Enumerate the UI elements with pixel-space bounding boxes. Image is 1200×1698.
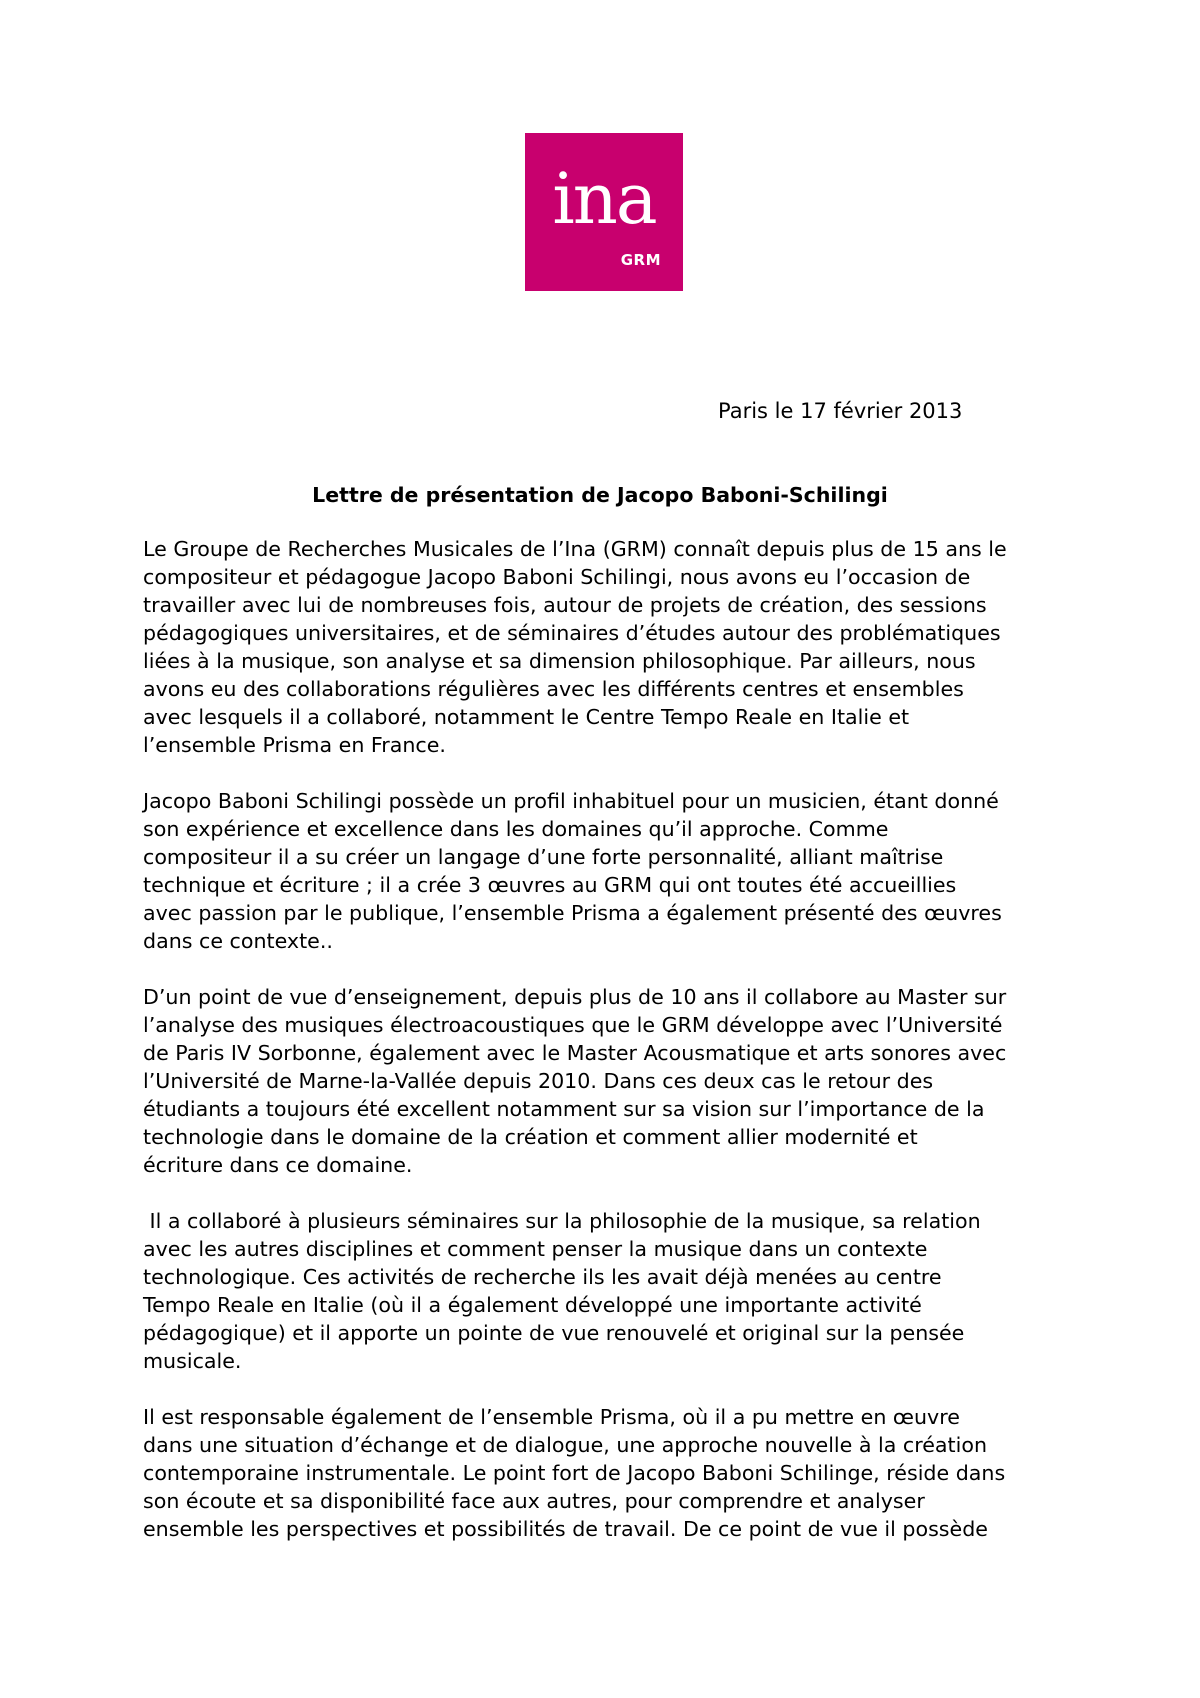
- text-line: pédagogiques universitaires, et de séminaires d’études autour des problématiques: [143, 621, 1001, 645]
- text-line: l’Université de Marne-la-Vallée depuis 2010. Dans ces deux cas le retour des: [143, 1069, 934, 1093]
- text-line: Le Groupe de Recherches Musicales de l’Ina (GRM) connaît depuis plus de 15 ans le: [143, 537, 1007, 561]
- text-line: dans ce contexte..: [143, 929, 333, 953]
- text-line: compositeur et pédagogue Jacopo Baboni Schilingi, nous avons eu l’occasion de: [143, 565, 971, 589]
- text-line: compositeur il a su créer un langage d’une forte personnalité, alliant maîtrise: [143, 845, 944, 869]
- text-line: technique et écriture ; il a crée 3 œuvres au GRM qui ont toutes été accueillies: [143, 873, 957, 897]
- text-line: technologie dans le domaine de la création et comment allier modernité et: [143, 1125, 918, 1149]
- text-line: Il est responsable également de l’ensemble Prisma, où il a pu mettre en œuvre: [143, 1405, 960, 1429]
- text-line: son expérience et excellence dans les domaines qu’il approche. Comme: [143, 817, 889, 841]
- text-line: D’un point de vue d’enseignement, depuis plus de 10 ans il collabore au Master sur: [143, 985, 1007, 1009]
- text-line: écriture dans ce domaine.: [143, 1153, 413, 1177]
- text-line: avons eu des collaborations régulières avec les différents centres et ensembles: [143, 677, 964, 701]
- text-line: technologique. Ces activités de recherche ils les avait déjà menées au centre: [143, 1265, 942, 1289]
- text-line: avec les autres disciplines et comment penser la musique dans un contexte: [143, 1237, 928, 1261]
- letter-date: Paris le 17 février 2013: [718, 399, 963, 423]
- paragraph-4: [143, 1207, 1083, 1375]
- text-line: Jacopo Baboni Schilingi possède un profil inhabituel pour un musicien, étant donné: [143, 789, 999, 813]
- paragraph-2: [143, 787, 1083, 955]
- logo-sub-text: GRM: [620, 251, 661, 269]
- text-line: musicale.: [143, 1349, 242, 1373]
- text-line: l’analyse des musiques électroacoustiques que le GRM développe avec l’Université: [143, 1013, 1003, 1037]
- text-line: contemporaine instrumentale. Le point fort de Jacopo Baboni Schilinge, réside dans: [143, 1461, 1006, 1485]
- letter-body: [143, 535, 1083, 1571]
- ina-grm-logo: [525, 133, 683, 291]
- letter-title: Lettre de présentation de Jacopo Baboni-Schilingi: [312, 483, 888, 507]
- text-line: étudiants a toujours été excellent notamment sur sa vision sur l’importance de la: [143, 1097, 985, 1121]
- text-line: Il a collaboré à plusieurs séminaires sur la philosophie de la musique, sa relation: [143, 1209, 981, 1233]
- text-line: avec passion par le publique, l’ensemble Prisma a également présenté des œuvres: [143, 901, 1002, 925]
- text-line: ensemble les perspectives et possibilités de travail. De ce point de vue il possède: [143, 1517, 988, 1541]
- text-line: dans une situation d’échange et de dialogue, une approche nouvelle à la création: [143, 1433, 987, 1457]
- text-line: son écoute et sa disponibilité face aux autres, pour comprendre et analyser: [143, 1489, 925, 1513]
- text-line: avec lesquels il a collaboré, notamment le Centre Tempo Reale en Italie et: [143, 705, 910, 729]
- logo-main-text: ina: [552, 158, 656, 240]
- paragraph-3: [143, 983, 1083, 1179]
- text-line: travailler avec lui de nombreuses fois, autour de projets de création, des sessions: [143, 593, 987, 617]
- text-line: de Paris IV Sorbonne, également avec le Master Acousmatique et arts sonores avec: [143, 1041, 1007, 1065]
- text-line: Tempo Reale en Italie (où il a également développé une importante activité: [143, 1293, 922, 1317]
- text-line: pédagogique) et il apporte un pointe de vue renouvelé et original sur la pensée: [143, 1321, 965, 1345]
- paragraph-1: [143, 535, 1083, 759]
- text-line: l’ensemble Prisma en France.: [143, 733, 446, 757]
- text-line: liées à la musique, son analyse et sa dimension philosophique. Par ailleurs, nous: [143, 649, 976, 673]
- paragraph-5: [143, 1403, 1083, 1543]
